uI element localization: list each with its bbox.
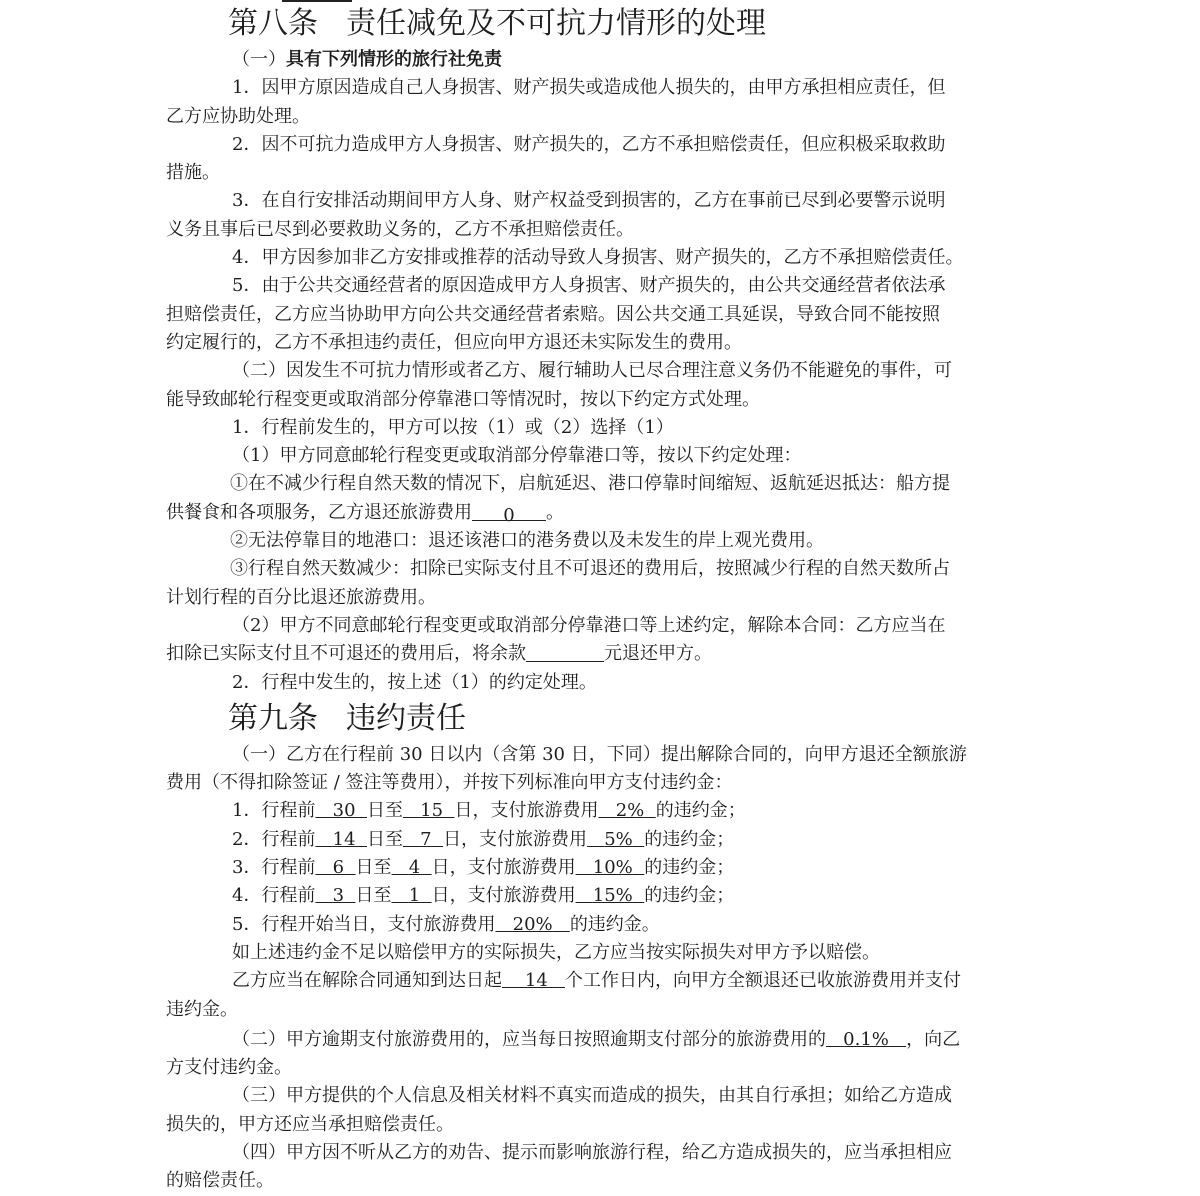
penalty-tier-3: 3．行程前 6 日至 4 日，支付旅游费用 10% 的违约金； [232, 857, 735, 879]
clause-2-line-a: 2．因不可抗力造成甲方人身损害、财产损失的，乙方不承担赔偿责任，但应积极采取救助 [232, 133, 946, 155]
art9-section-1-line-a: （一）乙方在行程前 30 日以内（含第 30 日，下同）提出解除合同的，向甲方退还全额旅游 [232, 743, 967, 765]
refund-days: 14 [524, 970, 548, 992]
clause-2-line-b: 措施。 [166, 162, 220, 184]
clause-1-line-b: 乙方应协助处理。 [166, 105, 310, 127]
case-2-line: ②无法停靠目的地港口：退还该港口的港务费以及未发生的岸上观光费用。 [230, 530, 824, 552]
tier-from-days: 30 [332, 800, 356, 822]
clause-3-line-b: 义务且事后已尽到必要救助义务的，乙方不承担赔偿责任。 [166, 218, 634, 240]
compensation-line: 如上述违约金不足以赔偿甲方的实际损失，乙方应当按实际损失对甲方予以赔偿。 [232, 941, 880, 963]
tier-to-days: 1 [408, 885, 421, 907]
art9-section-3-line-b: 损失的，甲方还应当承担赔偿责任。 [166, 1113, 454, 1135]
clause-5-line-c: 约定履行的，乙方不承担违约责任，但应向甲方退还未实际发生的费用。 [166, 331, 742, 353]
tier-to-days: 7 [420, 828, 432, 850]
before-trip-line: 1．行程前发生的，甲方可以按（1）或（2）选择（1） [232, 416, 674, 438]
penalty-tier-2: 2．行程前 14 日至 7 日，支付旅游费用 5% 的违约金； [232, 828, 735, 850]
late-fee-rate: 0.1% [843, 1028, 889, 1050]
art9-section-4-line-b: 的赔偿责任。 [166, 1170, 274, 1192]
case-3-line-b: 计划行程的百分比退还旅游费用。 [166, 586, 436, 608]
section-2-line-b: 能导致邮轮行程变更或取消部分停靠港口等情况时，按以下约定方式处理。 [166, 388, 760, 410]
tier-from-days: 14 [332, 828, 356, 850]
tier-rate: 15% [592, 885, 633, 907]
tier-rate: 10% [592, 857, 633, 879]
tier-rate: 5% [604, 828, 633, 850]
art9-section-4-line-a: （四）甲方因不听从乙方的劝告、提示而影响旅游行程，给乙方造成损失的，应当承担相应 [232, 1141, 952, 1163]
tier-from-days: 6 [332, 857, 345, 879]
penalty-tier-list [166, 797, 1061, 910]
tier-rate: 2% [615, 800, 645, 822]
option-2-line-a: （2）甲方不同意邮轮行程变更或取消部分停靠港口等上述约定，解除本合同：乙方应当在 [232, 614, 946, 636]
art9-section-3-line-a: （三）甲方提供的个人信息及相关材料不真实而造成的损失，由其自行承担；如给乙方造成 [232, 1085, 952, 1107]
clause-5-line-a: 5．由于公共交通经营者的原因造成甲方人身损害、财产损失的，由公共交通经营者依法承 [232, 275, 946, 297]
case-1-line-a: ①在不减少行程自然天数的情况下，启航延迟、港口停靠时间缩短、返航延迟抵达：船方提 [230, 473, 950, 495]
during-trip-line: 2．行程中发生的，按上述（1）的约定处理。 [232, 671, 597, 693]
tier-5-rate: 20% [512, 913, 553, 935]
balance-blank [526, 643, 604, 662]
tier-from-days: 3 [332, 885, 345, 907]
refund-blank: 0 [472, 502, 546, 521]
document-page [166, 2, 1061, 1196]
case-1-line-b: 供餐食和各项服务，乙方退还旅游费用 0 。 [166, 501, 564, 526]
penalty-tier-5: 5．行程开始当日，支付旅游费用 20% 的违约金。 [232, 913, 660, 935]
clause-3-line-a: 3．在自行安排活动期间甲方人身、财产权益受到损害的，乙方在事前已尽到必要警示说明 [232, 190, 946, 212]
art9-section-2-line-b: 方支付违约金。 [166, 1057, 292, 1079]
art9-section-2-line-a: （二）甲方逾期支付旅游费用的，应当每日按照逾期支付部分的旅游费用的 0.1% ，向乙 [232, 1028, 961, 1050]
article-8-heading: 第八条 责任减免及不可抗力情形的处理 [228, 6, 766, 41]
penalty-tier-1: 1．行程前 30 日至 15 日，支付旅游费用 2% 的违约金； [232, 800, 746, 822]
section-1-heading: （一）具有下列情形的旅行社免责 [232, 49, 502, 70]
option-2-line-b: 扣除已实际支付且不可退还的费用后，将余款 元退还甲方。 [166, 643, 712, 665]
tier-to-days: 15 [420, 800, 444, 822]
penalty-tier-4: 4．行程前 3 日至 1 日，支付旅游费用 15% 的违约金； [232, 885, 735, 907]
refund-deadline-line-b: 违约金。 [166, 998, 238, 1020]
clause-5-line-b: 担赔偿责任，乙方应当协助甲方向公共交通经营者索赔。因公共交通工具延误，导致合同不能按照 [166, 303, 940, 325]
clause-4-line: 4．甲方因参加非乙方安排或推荐的活动导致人身损害、财产损失的，乙方不承担赔偿责任。 [232, 247, 964, 269]
tier-to-days: 4 [408, 857, 421, 879]
section-2-line-a: （二）因发生不可抗力情形或者乙方、履行辅助人已尽合理注意义务仍不能避免的事件，可 [232, 360, 952, 382]
article-9-heading: 第九条 违约责任 [228, 700, 466, 736]
clause-1-line-a: 1．因甲方原因造成自己人身损害、财产损失或造成他人损失的，由甲方承担相应责任，但 [232, 77, 946, 99]
case-3-line-a: ③行程自然天数减少：扣除已实际支付且不可退还的费用后，按照减少行程的自然天数所占 [230, 558, 950, 580]
refund-deadline-line-a: 乙方应当在解除合同通知到达日起 14 个工作日内，向甲方全额退还已收旅游费用并支付 [232, 970, 961, 992]
art9-section-1-line-b: 费用（不得扣除签证 / 签注等费用），并按下列标准向甲方支付违约金： [166, 772, 733, 794]
option-1-line: （1）甲方同意邮轮行程变更或取消部分停靠港口等，按以下约定处理： [232, 445, 802, 467]
